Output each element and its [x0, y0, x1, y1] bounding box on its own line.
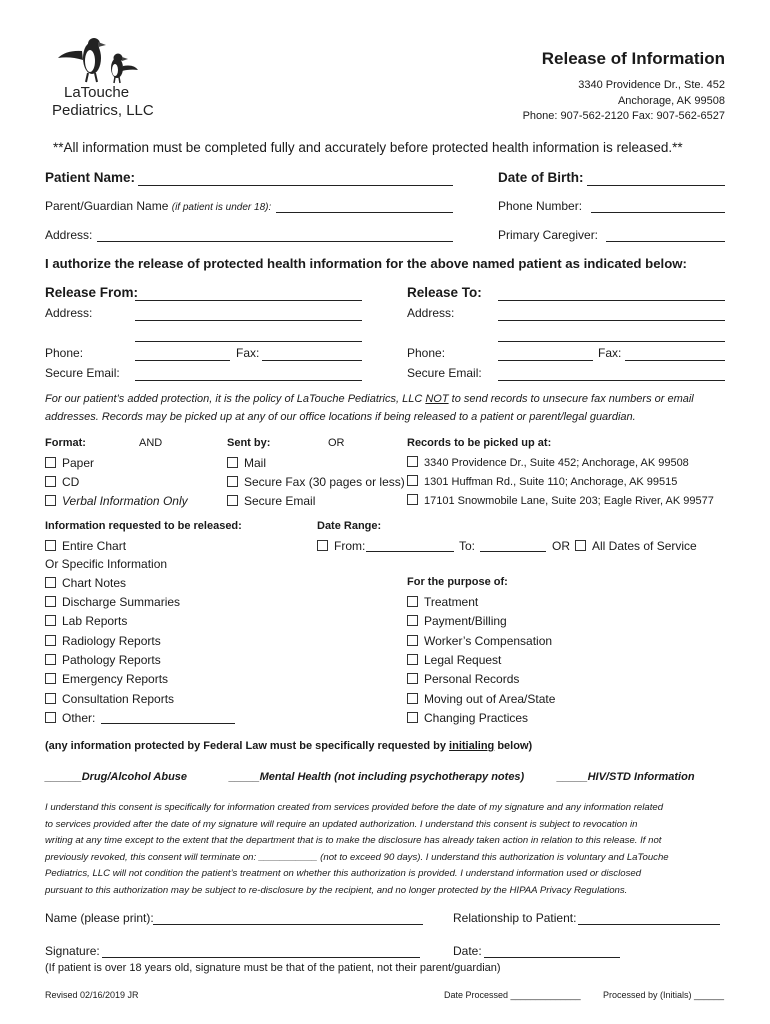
checkbox-icon[interactable]: [407, 615, 418, 626]
date-to-label: To:: [459, 539, 476, 553]
date-processed: Date Processed ______________: [444, 990, 581, 1000]
checkbox-icon[interactable]: [45, 540, 56, 551]
release-from-label: Release From:: [45, 285, 139, 300]
pickup-huffman-option[interactable]: 1301 Huffman Rd., Suite 110; Anchorage, AK 99515: [407, 475, 677, 488]
release-to-fax-field[interactable]: [625, 360, 725, 361]
authorize-heading: I authorize the release of protected health information for the above named patient as indicated below:: [45, 256, 687, 271]
guardian-name-field[interactable]: [276, 212, 453, 213]
sent-by-email-option[interactable]: Secure Email: [227, 494, 315, 508]
checkbox-icon[interactable]: [45, 693, 56, 704]
all-dates-option[interactable]: All Dates of Service: [575, 539, 697, 553]
pickup-label: Records to be picked up at:: [407, 437, 552, 449]
release-to-fax-label: Fax:: [598, 346, 622, 360]
completion-notice: **All information must be completed fully and accurately before protected health information is released.**: [53, 140, 683, 155]
checkbox-icon[interactable]: [45, 495, 56, 506]
policy-not: NOT: [425, 393, 449, 405]
sent-by-label: Sent by:: [227, 437, 271, 449]
guardian-label: Parent/Guardian Name (if patient is under 18):: [45, 199, 272, 213]
logo-line-1: LaTouche: [64, 84, 130, 101]
sent-by-mail-option[interactable]: Mail: [227, 456, 266, 470]
signature-label: Signature:: [45, 944, 100, 958]
header-address-1: 3340 Providence Dr., Ste. 452: [578, 79, 725, 91]
checkbox-icon[interactable]: [407, 673, 418, 684]
consent-line: pursuant to this authorization may be subject to re-disclosure by the recipient, and no longer protected by the HIPAA Privacy Regulations.: [45, 884, 628, 896]
header-address-2: Anchorage, AK 99508: [617, 95, 725, 107]
patient-address-label: Address:: [45, 228, 93, 242]
checkbox-icon[interactable]: [45, 476, 56, 487]
consent-line: Pediatrics, LLC will not condition the patient’s treatment on whether this authorization is provided. I understand information used or disclosed: [45, 868, 642, 879]
primary-caregiver-field[interactable]: [606, 241, 725, 242]
federal-law-note: (any information protected by Federal Law must be specifically requested by initialing below): [45, 740, 533, 752]
discharge-summaries-option[interactable]: Discharge Summaries: [45, 595, 180, 609]
checkbox-icon[interactable]: [317, 540, 328, 551]
checkbox-icon[interactable]: [45, 712, 56, 723]
dob-field[interactable]: [587, 185, 725, 186]
patient-name-field[interactable]: [138, 185, 453, 186]
revised-date: Revised 02/16/2019 JR: [45, 990, 139, 1000]
format-verbal-option[interactable]: Verbal Information Only: [45, 494, 188, 508]
drug-alcohol-initial[interactable]: ______Drug/Alcohol Abuse: [45, 771, 188, 783]
release-from-phone-label: Phone:: [45, 346, 84, 360]
print-name-field[interactable]: [153, 924, 423, 925]
format-label: Format:: [45, 437, 86, 449]
date-from-field[interactable]: [366, 551, 454, 552]
purpose-legal-option[interactable]: Legal Request: [407, 653, 501, 667]
release-to-address-field-2[interactable]: [498, 341, 725, 342]
release-from-email-label: Secure Email:: [45, 366, 120, 380]
purpose-personal-option[interactable]: Personal Records: [407, 672, 519, 686]
consent-paragraph: [45, 800, 669, 899]
release-to-email-label: Secure Email:: [407, 366, 482, 380]
checkbox-icon[interactable]: [45, 457, 56, 468]
hiv-std-initial[interactable]: _____HIV/STD Information: [557, 771, 695, 783]
date-from-option[interactable]: From:: [317, 539, 365, 553]
consent-line: writing at any time except to the extent that the department that is to make the disclosure has already taken action in relation to this release. If not: [45, 835, 662, 846]
puffin-logo-icon: [52, 36, 142, 84]
relationship-label: Relationship to Patient:: [453, 911, 577, 925]
release-to-phone-label: Phone:: [407, 346, 446, 360]
patient-name-label: Patient Name:: [45, 170, 136, 185]
chart-notes-option[interactable]: Chart Notes: [45, 576, 126, 590]
release-from-fax-label: Fax:: [236, 346, 260, 360]
signature-note: (If patient is over 18 years old, signature must be that of the patient, not their parent/guardian): [45, 962, 501, 974]
consent-line: I understand this consent is specifically for information created from services provided before the date of my signature and any information related: [45, 802, 664, 813]
pickup-eagle-river-option[interactable]: 17101 Snowmobile Lane, Suite 203; Eagle River, AK 99577: [407, 494, 714, 507]
date-range-label: Date Range:: [317, 520, 382, 532]
release-from-field[interactable]: [135, 300, 362, 301]
sent-by-fax-option[interactable]: Secure Fax (30 pages or less): [227, 475, 405, 489]
purpose-workers-comp-option[interactable]: Worker’s Compensation: [407, 634, 552, 648]
release-from-fax-field[interactable]: [262, 360, 362, 361]
checkbox-icon[interactable]: [227, 495, 238, 506]
guardian-note: (if patient is under 18):: [171, 202, 272, 213]
checkbox-icon[interactable]: [407, 596, 418, 607]
info-requested-label: Information requested to be released:: [45, 520, 242, 532]
relationship-field[interactable]: [578, 924, 720, 925]
release-to-address-label: Address:: [407, 306, 455, 320]
header-contact: Phone: 907-562-2120 Fax: 907-562-6527: [522, 110, 725, 122]
checkbox-icon[interactable]: [407, 712, 418, 723]
release-from-email-field[interactable]: [135, 380, 362, 381]
policy-line-2: addresses. Records may be picked up at any of our office locations if being released to a patient or parent/legal guardian.: [45, 411, 636, 423]
checkbox-icon[interactable]: [227, 476, 238, 487]
print-name-label: Name (please print):: [45, 911, 154, 925]
checkbox-icon[interactable]: [407, 475, 418, 486]
or-specific-label: Or Specific Information: [45, 557, 168, 571]
page-title: Release of Information: [541, 49, 725, 68]
purpose-moving-option[interactable]: Moving out of Area/State: [407, 692, 555, 706]
sent-by-or: OR: [328, 437, 345, 449]
release-from-address-field-1[interactable]: [135, 320, 362, 321]
sign-date-label: Date:: [453, 944, 482, 958]
signature-field[interactable]: [102, 957, 420, 958]
other-option[interactable]: Other:: [45, 711, 95, 725]
phone-number-field[interactable]: [591, 212, 725, 213]
checkbox-icon[interactable]: [407, 494, 418, 505]
other-field[interactable]: [101, 723, 235, 724]
dob-label: Date of Birth:: [498, 170, 584, 185]
checkbox-icon[interactable]: [45, 596, 56, 607]
purpose-treatment-option[interactable]: Treatment: [407, 595, 478, 609]
lab-reports-option[interactable]: Lab Reports: [45, 614, 127, 628]
phone-number-label: Phone Number:: [498, 199, 583, 213]
consultation-reports-option[interactable]: Consultation Reports: [45, 692, 174, 706]
mental-health-initial[interactable]: _____Mental Health (not including psychotherapy notes): [229, 771, 525, 783]
sign-date-field[interactable]: [484, 957, 620, 958]
release-to-label: Release To:: [407, 285, 482, 300]
purpose-changing-option[interactable]: Changing Practices: [407, 711, 528, 725]
date-to-field[interactable]: [480, 551, 546, 552]
format-and: AND: [139, 437, 163, 449]
pathology-reports-option[interactable]: Pathology Reports: [45, 653, 161, 667]
release-from-address-field-2[interactable]: [135, 341, 362, 342]
logo-line-2: Pediatrics, LLC: [52, 102, 154, 119]
checkbox-icon[interactable]: [45, 635, 56, 646]
entire-chart-option[interactable]: Entire Chart: [45, 539, 126, 553]
radiology-reports-option[interactable]: Radiology Reports: [45, 634, 161, 648]
purpose-payment-option[interactable]: Payment/Billing: [407, 614, 507, 628]
release-to-address-field-1[interactable]: [498, 320, 725, 321]
format-paper-option[interactable]: Paper: [45, 456, 94, 470]
consent-line: to services provided after the date of my signature will require an updated authorization. I understand this consent is subject to revocation in: [45, 818, 638, 830]
date-range-or: OR: [552, 539, 570, 553]
checkbox-icon[interactable]: [45, 577, 56, 588]
patient-address-field[interactable]: [97, 241, 453, 242]
release-from-address-label: Address:: [45, 306, 93, 320]
consent-line: previously revoked, this consent will terminate on: ___________ (not to exceed 90 days). I understand this authorization is voluntary and LaTouche: [45, 851, 669, 863]
checkbox-icon[interactable]: [407, 456, 418, 467]
release-to-phone-field[interactable]: [498, 360, 593, 361]
checkbox-icon[interactable]: [45, 654, 56, 665]
checkbox-icon[interactable]: [407, 693, 418, 704]
release-to-field[interactable]: [498, 300, 725, 301]
release-to-email-field[interactable]: [498, 380, 725, 381]
checkbox-icon[interactable]: [575, 540, 586, 551]
release-from-phone-field[interactable]: [135, 360, 230, 361]
format-cd-option[interactable]: CD: [45, 475, 79, 489]
checkbox-icon[interactable]: [407, 654, 418, 665]
purpose-label: For the purpose of:: [407, 576, 508, 588]
pickup-providence-option[interactable]: 3340 Providence Dr., Suite 452; Anchorage, AK 99508: [407, 456, 689, 469]
checkbox-icon[interactable]: [45, 615, 56, 626]
primary-caregiver-label: Primary Caregiver:: [498, 228, 599, 242]
policy-line-1: For our patient’s added protection, it is the policy of LaTouche Pediatrics, LLC NOT to send records to unsecure fax numbers or email: [45, 393, 694, 405]
checkbox-icon[interactable]: [45, 673, 56, 684]
processed-by: Processed by (Initials) ______: [603, 990, 725, 1000]
checkbox-icon[interactable]: [407, 635, 418, 646]
emergency-reports-option[interactable]: Emergency Reports: [45, 672, 168, 686]
checkbox-icon[interactable]: [227, 457, 238, 468]
